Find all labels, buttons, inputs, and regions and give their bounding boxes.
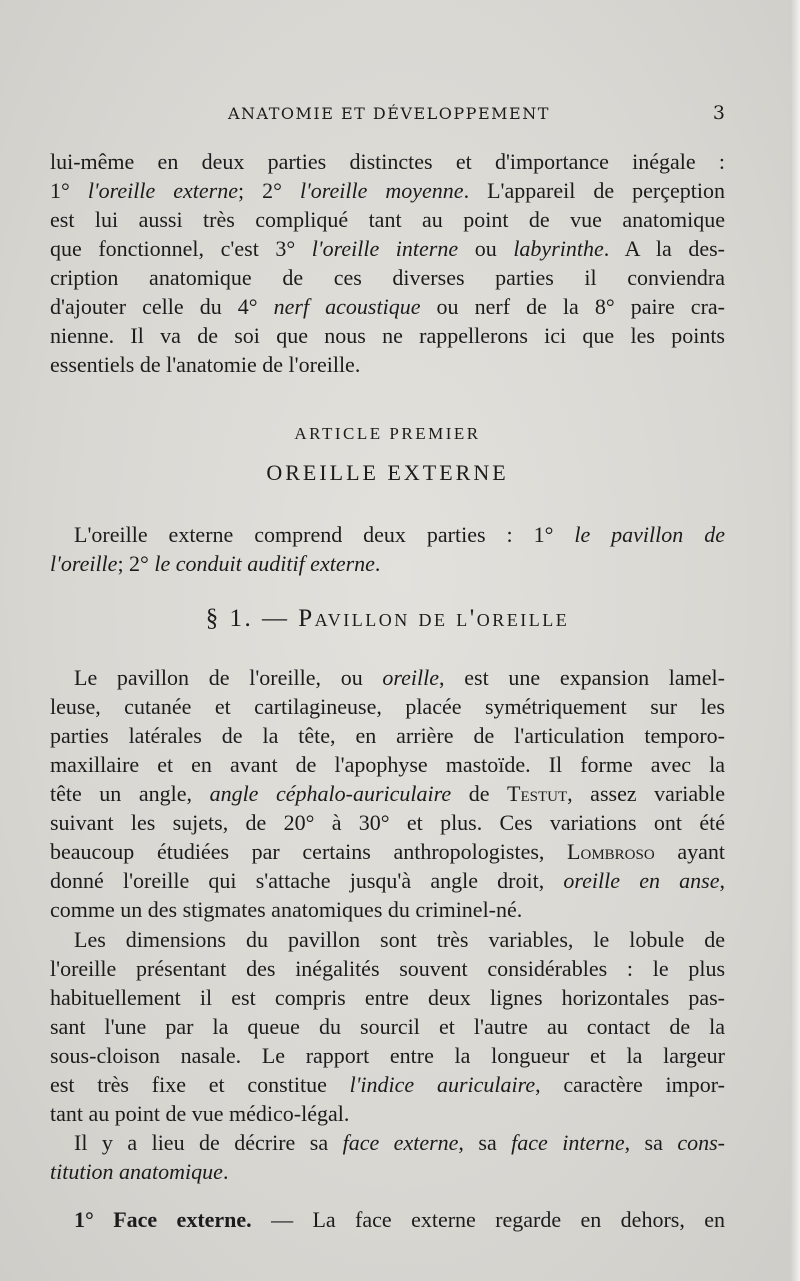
paragraph-3	[50, 925, 725, 1128]
subsection-heading: 1° Face externe.	[74, 1207, 252, 1232]
text-line: d'ajouter celle du 4° nerf acoustique ou nerf de la 8° paire cra-	[50, 294, 725, 319]
text-line: est très fixe et constitue l'indice auriculaire, caractère impor-	[50, 1072, 725, 1097]
text-line: que fonctionnel, c'est 3° l'oreille interne ou labyrinthe. A la des-	[50, 236, 725, 261]
text-line: comme un des stigmates anatomiques du criminel-né.	[50, 897, 523, 922]
text-line: essentiels de l'anatomie de l'oreille.	[50, 352, 361, 377]
text-line: est lui aussi très compliqué tant au point de vue anatomique	[50, 207, 725, 232]
text-line: l'oreille; 2° le conduit auditif externe.	[50, 551, 381, 576]
text-line: parties latérales de la tête, en arrière de l'articulation temporo-	[50, 723, 725, 748]
page-number: 3	[712, 102, 725, 124]
text-line: beaucoup étudiées par certains anthropologistes, Lombroso ayant	[50, 839, 725, 864]
text-line: lui-même en deux parties distinctes et d'importance inégale :	[50, 149, 725, 174]
running-title: ANATOMIE ET DÉVELOPPEMENT	[228, 104, 550, 123]
text-line: L'oreille externe comprend deux parties : 1° le pavillon de	[74, 522, 725, 547]
text-line: tête un angle, angle céphalo-auriculaire de Testut, assez variable	[50, 781, 725, 806]
text-line: cription anatomique de ces diverses parties il conviendra	[50, 265, 725, 290]
text-line: suivant les sujets, de 20° à 30° et plus. Ces variations ont été	[50, 810, 725, 835]
article-label: ARTICLE PREMIER	[294, 424, 481, 443]
text-line: leuse, cutanée et cartilagineuse, placée symétriquement sur les	[50, 694, 725, 719]
page-edge	[790, 0, 800, 1281]
text-line: Il y a lieu de décrire sa face externe, sa face interne, sa cons-	[74, 1130, 725, 1155]
text-line: habituellement il est compris entre deux lignes horizontales pas-	[50, 985, 725, 1010]
text-line: sant l'une par la queue du sourcil et l'autre au contact de la	[50, 1014, 725, 1039]
paragraph-4	[50, 1128, 725, 1186]
paragraph-5	[50, 1205, 725, 1234]
text-line: Le pavillon de l'oreille, ou oreille, est une expansion lamel-	[74, 665, 725, 690]
text-line: donné l'oreille qui s'attache jusqu'à angle droit, oreille en anse,	[50, 868, 725, 893]
text-line: tant au point de vue médico-légal.	[50, 1101, 350, 1126]
text-line: titution anatomique.	[50, 1159, 229, 1184]
text-line: nienne. Il va de soi que nous ne rappellerons ici que les points	[50, 323, 725, 348]
text-line: sous-cloison nasale. Le rapport entre la longueur et la largeur	[50, 1043, 725, 1068]
article-title: OREILLE EXTERNE	[266, 460, 509, 485]
text-line: 1° Face externe. — La face externe regarde en dehors, en	[74, 1207, 725, 1232]
running-head	[50, 100, 725, 130]
paragraph-1	[50, 147, 725, 379]
text-line: 1° l'oreille externe; 2° l'oreille moyenne. L'appareil de perçeption	[50, 178, 725, 203]
section-title: § 1. — Pavillon de l'oreille	[205, 605, 570, 632]
intro-paragraph	[50, 520, 725, 578]
text-line: l'oreille présentant des inégalités souvent considérables : le plus	[50, 956, 725, 981]
paragraph-2	[50, 663, 725, 924]
text-line: Les dimensions du pavillon sont très variables, le lobule de	[74, 927, 725, 952]
text-line: maxillaire et en avant de l'apophyse mastoïde. Il forme avec la	[50, 752, 725, 777]
